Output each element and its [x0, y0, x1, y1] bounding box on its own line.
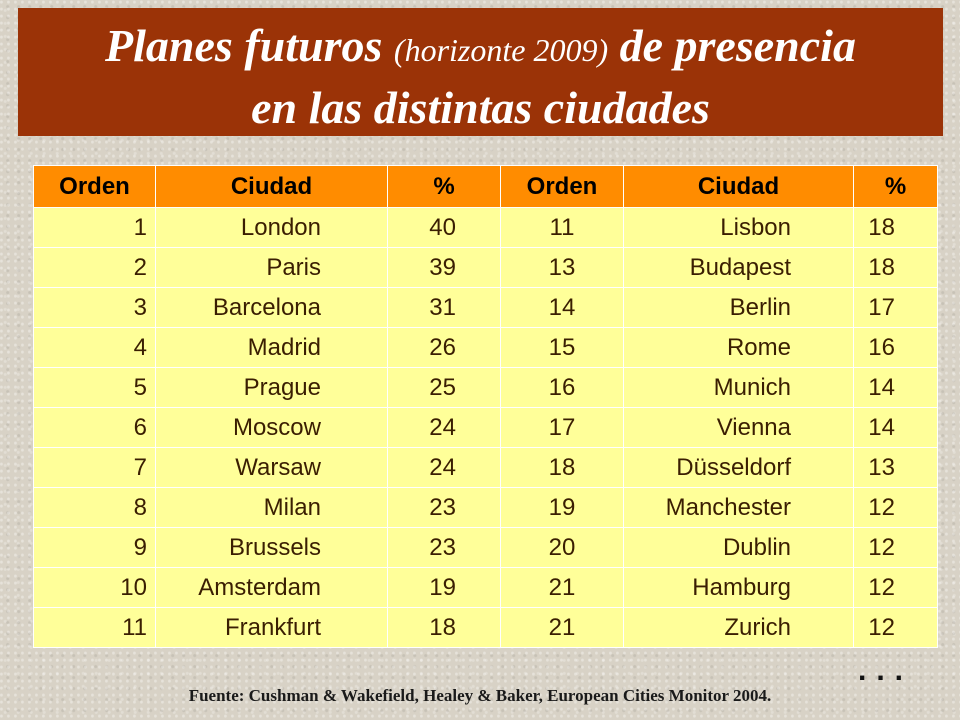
- rank-cell-2: 21: [501, 568, 624, 608]
- percent-cell-2: 14: [854, 408, 938, 448]
- percent-cell: 40: [388, 208, 501, 248]
- city-cell: Brussels: [156, 528, 388, 568]
- header-ciudad-2: Ciudad: [624, 166, 854, 208]
- city-cell: Amsterdam: [156, 568, 388, 608]
- city-cell-2: Vienna: [624, 408, 854, 448]
- rank-cell: 2: [34, 248, 156, 288]
- header-percent-2: %: [854, 166, 938, 208]
- table-row: [34, 368, 938, 408]
- title-banner: [18, 8, 943, 136]
- city-cell: Madrid: [156, 328, 388, 368]
- rank-cell-2: 19: [501, 488, 624, 528]
- table-row: [34, 288, 938, 328]
- city-cell: Moscow: [156, 408, 388, 448]
- percent-cell-2: 12: [854, 528, 938, 568]
- city-cell: Warsaw: [156, 448, 388, 488]
- rank-cell-2: 13: [501, 248, 624, 288]
- rank-cell-2: 17: [501, 408, 624, 448]
- table-header-row: [34, 166, 938, 208]
- rank-cell-2: 21: [501, 608, 624, 648]
- percent-cell: 18: [388, 608, 501, 648]
- table-row: [34, 528, 938, 568]
- table-row: [34, 328, 938, 368]
- source-note: Fuente: Cushman & Wakefield, Healey & Baker, European Cities Monitor 2004.: [188, 686, 772, 705]
- rank-cell-2: 20: [501, 528, 624, 568]
- percent-cell-2: 16: [854, 328, 938, 368]
- table-row: [34, 208, 938, 248]
- percent-cell-2: 18: [854, 208, 938, 248]
- table-body: [34, 208, 938, 648]
- city-cell: Barcelona: [156, 288, 388, 328]
- percent-cell: 24: [388, 448, 501, 488]
- percent-cell: 24: [388, 408, 501, 448]
- rank-cell: 9: [34, 528, 156, 568]
- rank-cell: 3: [34, 288, 156, 328]
- percent-cell: 25: [388, 368, 501, 408]
- rank-cell-2: 16: [501, 368, 624, 408]
- rank-cell: 10: [34, 568, 156, 608]
- city-cell: Prague: [156, 368, 388, 408]
- percent-cell: 23: [388, 488, 501, 528]
- title-parenthetical: (horizonte 2009): [393, 32, 609, 68]
- ellipsis-indicator: ...: [858, 654, 914, 687]
- title-line-1: [18, 18, 943, 78]
- city-cell-2: Hamburg: [624, 568, 854, 608]
- table-row: [34, 448, 938, 488]
- city-cell-2: Munich: [624, 368, 854, 408]
- header-percent: %: [388, 166, 501, 208]
- rank-cell: 4: [34, 328, 156, 368]
- header-ciudad: Ciudad: [156, 166, 388, 208]
- city-cell-2: Dublin: [624, 528, 854, 568]
- city-cell-2: Budapest: [624, 248, 854, 288]
- percent-cell: 31: [388, 288, 501, 328]
- percent-cell-2: 12: [854, 608, 938, 648]
- title-end: de presencia: [608, 20, 856, 71]
- percent-cell: 19: [388, 568, 501, 608]
- city-cell: Frankfurt: [156, 608, 388, 648]
- city-cell-2: Berlin: [624, 288, 854, 328]
- rank-cell-2: 15: [501, 328, 624, 368]
- rank-cell: 5: [34, 368, 156, 408]
- percent-cell: 39: [388, 248, 501, 288]
- city-cell-2: Zurich: [624, 608, 854, 648]
- percent-cell-2: 17: [854, 288, 938, 328]
- city-cell: London: [156, 208, 388, 248]
- percent-cell-2: 14: [854, 368, 938, 408]
- header-orden: Orden: [34, 166, 156, 208]
- table-row: [34, 488, 938, 528]
- rank-cell-2: 18: [501, 448, 624, 488]
- rank-cell: 6: [34, 408, 156, 448]
- percent-cell-2: 12: [854, 568, 938, 608]
- rank-cell-2: 14: [501, 288, 624, 328]
- table-row: [34, 408, 938, 448]
- percent-cell: 26: [388, 328, 501, 368]
- title-main: Planes futuros: [105, 20, 394, 71]
- rank-cell: 8: [34, 488, 156, 528]
- header-orden-2: Orden: [501, 166, 624, 208]
- table-row: [34, 608, 938, 648]
- table-row: [34, 568, 938, 608]
- city-cell: Paris: [156, 248, 388, 288]
- city-cell-2: Lisbon: [624, 208, 854, 248]
- cities-table: [33, 165, 938, 648]
- rank-cell-2: 11: [501, 208, 624, 248]
- table-row: [34, 248, 938, 288]
- percent-cell-2: 18: [854, 248, 938, 288]
- percent-cell-2: 12: [854, 488, 938, 528]
- percent-cell-2: 13: [854, 448, 938, 488]
- title-line-2: en las distintas ciudades: [251, 82, 710, 133]
- rank-cell: 11: [34, 608, 156, 648]
- city-cell-2: Manchester: [624, 488, 854, 528]
- rank-cell: 1: [34, 208, 156, 248]
- percent-cell: 23: [388, 528, 501, 568]
- city-cell-2: Rome: [624, 328, 854, 368]
- rank-cell: 7: [34, 448, 156, 488]
- city-cell-2: Düsseldorf: [624, 448, 854, 488]
- city-cell: Milan: [156, 488, 388, 528]
